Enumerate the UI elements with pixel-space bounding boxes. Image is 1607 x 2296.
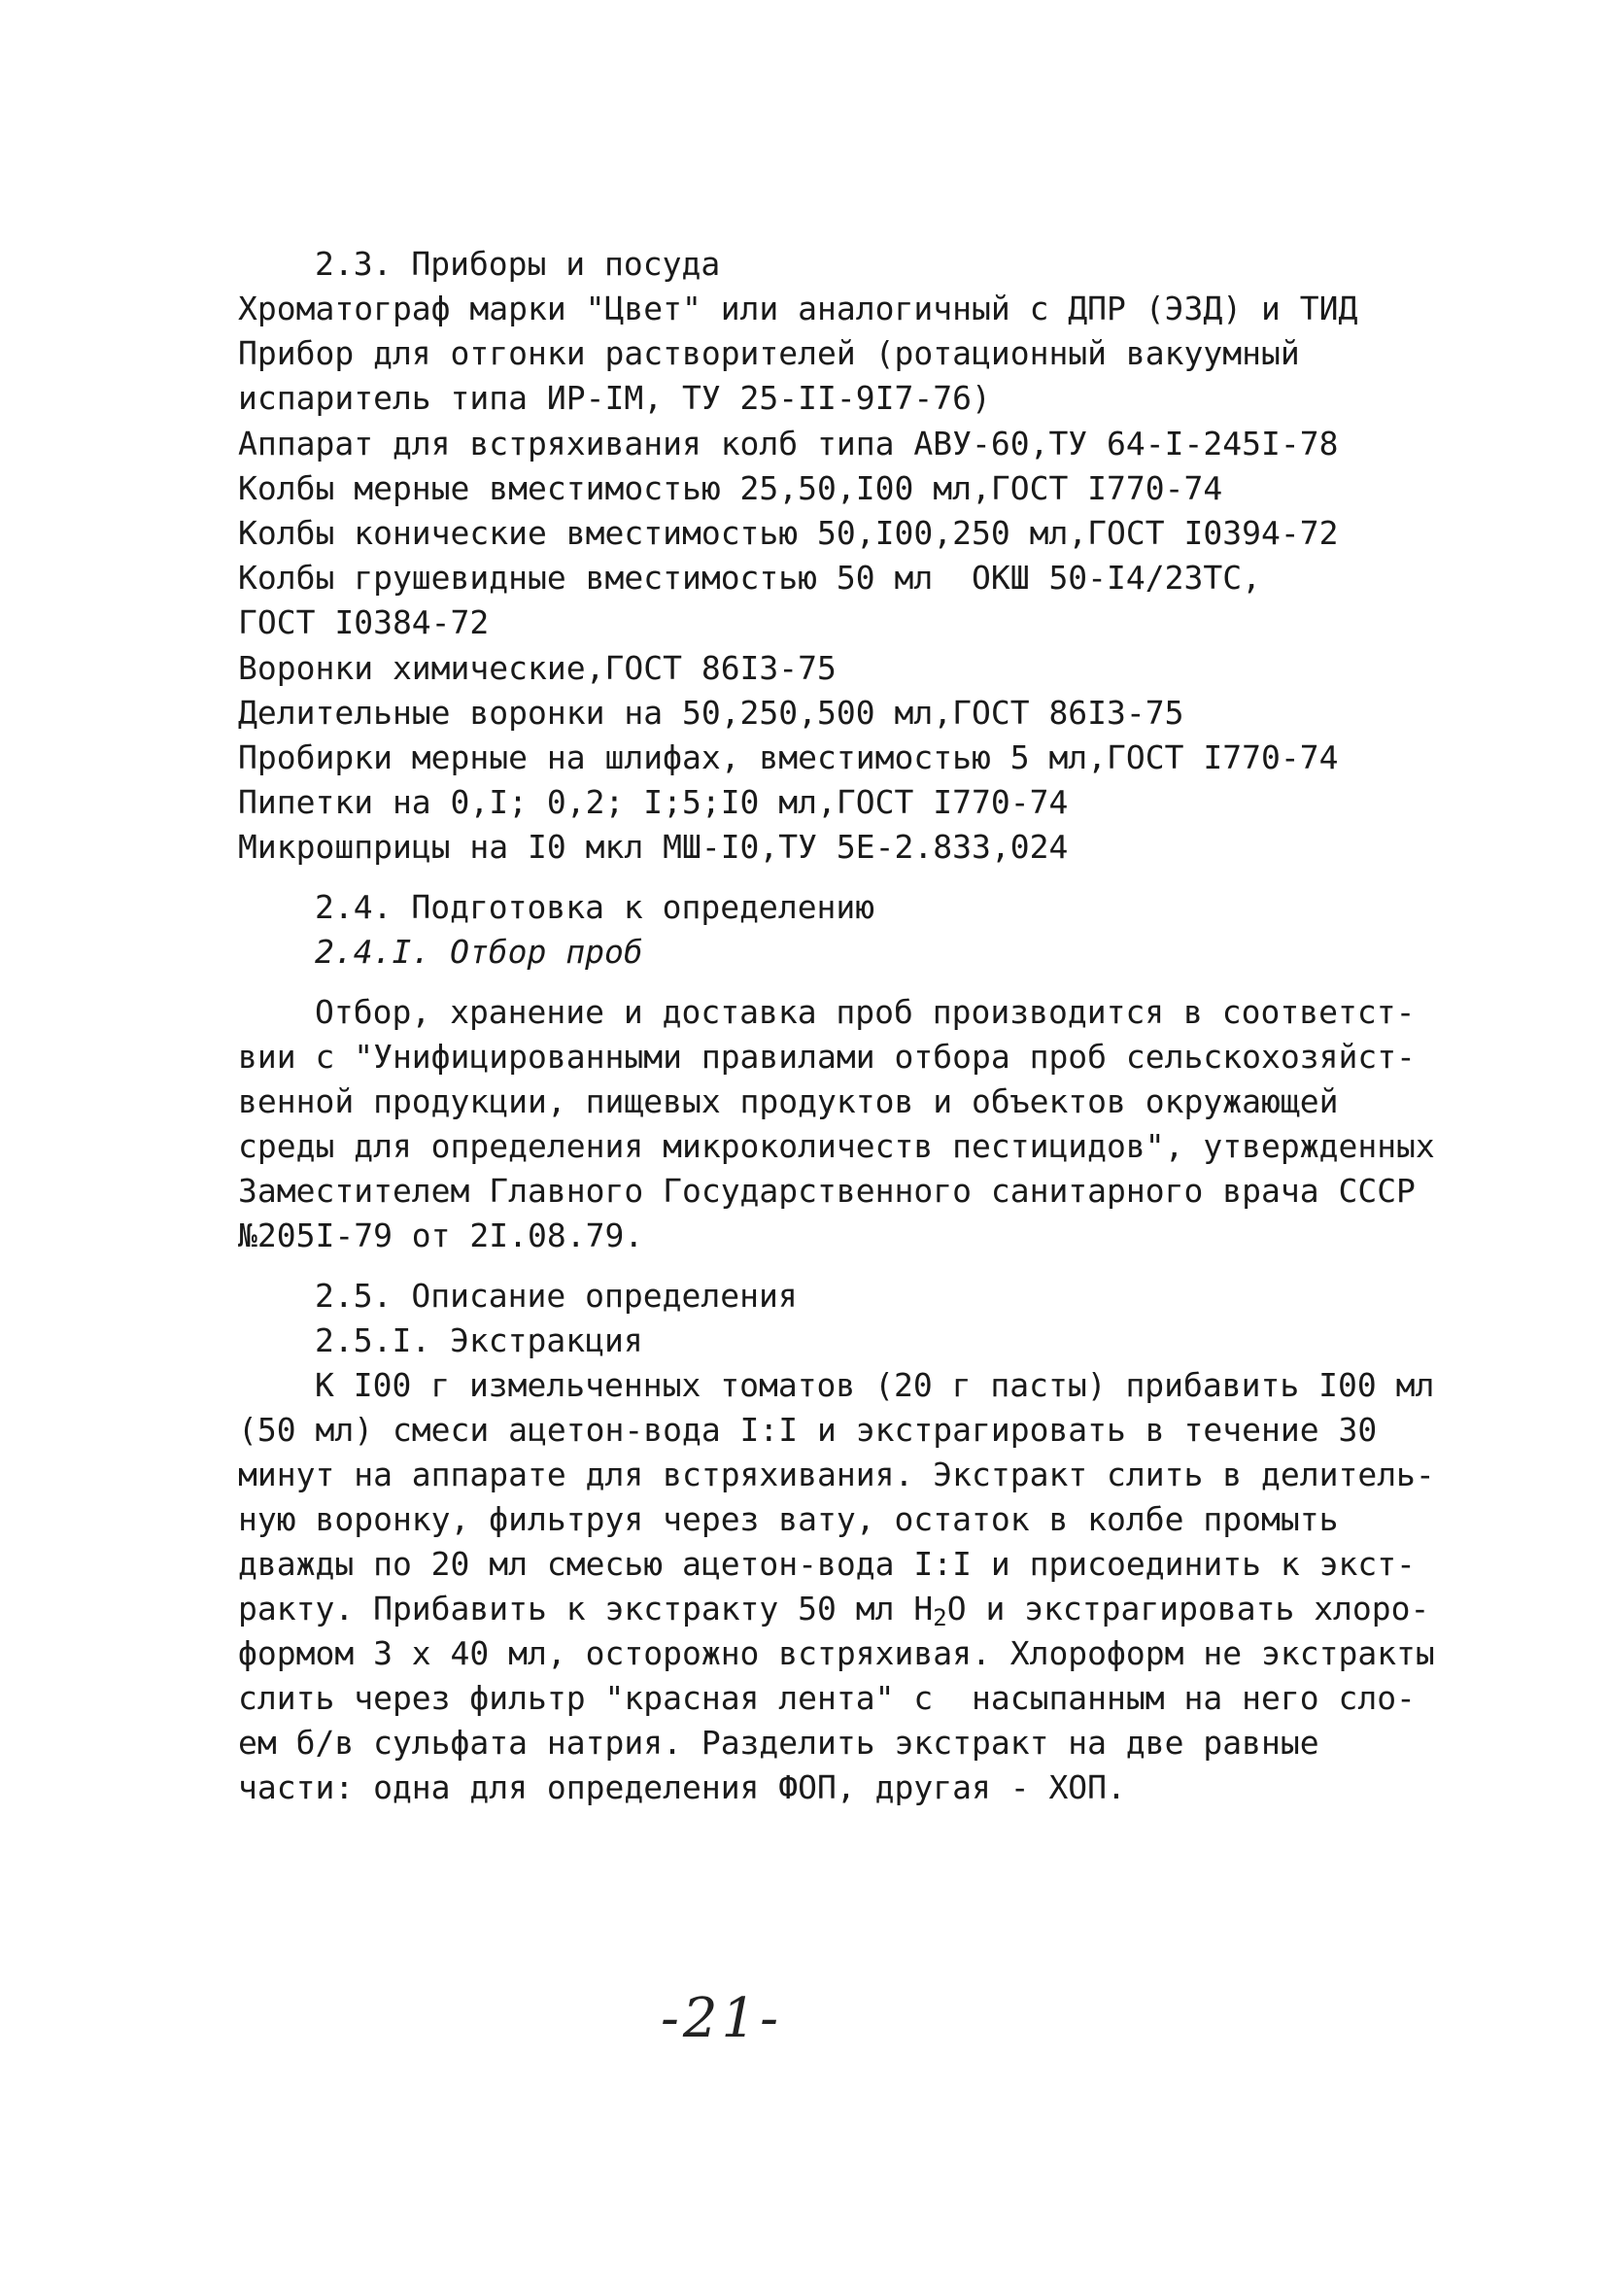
equipment-line: Пипетки на 0,I; 0,2; I;5;I0 мл,ГОСТ I770-74 — [238, 783, 1069, 821]
section-2-5-1-heading: 2.5.I. Экстракция — [315, 1321, 643, 1359]
equipment-line: Пробирки мерные на шлифах, вместимостью 5 мл,ГОСТ I770-74 — [238, 738, 1339, 776]
paragraph-line: №205I-79 от 2I.08.79. — [238, 1217, 644, 1254]
paragraph-line: ем б/в сульфата натрия. Разделить экстракт на две равные — [238, 1724, 1319, 1762]
paragraph-line: К I00 г измельченных томатов (20 г пасты) прибавить I00 мл — [315, 1366, 1435, 1404]
paragraph-line: слить через фильтр "красная лента" с насыпанным на него сло- — [238, 1679, 1416, 1717]
paragraph-line: среды для определения микроколичеств пестицидов", утвержденных — [238, 1127, 1435, 1165]
equipment-line: Прибор для отгонки растворителей (ротационный вакуумный — [238, 334, 1300, 372]
paragraph-line: вии с "Унифицированными правилами отбора проб сельскохозяйст- — [238, 1038, 1416, 1076]
paragraph-line: Заместителем Главного Государственного санитарного врача СССР — [238, 1172, 1416, 1210]
subscript: 2 — [933, 1604, 947, 1631]
equipment-line: Хроматограф марки "Цвет" или аналогичный с ДПР (ЭЗД) и ТИД — [238, 290, 1358, 327]
paragraph-line: части: одна для определения ФОП, другая - ХОП. — [238, 1768, 1126, 1806]
section-2-4-1-heading: 2.4.I. Отбор проб — [315, 933, 643, 971]
paragraph-line: Отбор, хранение и доставка проб производится в соответст- — [315, 993, 1416, 1031]
equipment-line: испаритель типа ИР-IМ, ТУ 25-II-9I7-76) — [238, 379, 991, 417]
section-2-4-heading: 2.4. Подготовка к определению — [315, 888, 875, 926]
paragraph-line: (50 мл) смеси ацетон-вода I:I и экстрагировать в течение 30 — [238, 1411, 1378, 1449]
paragraph-line: венной продукции, пищевых продуктов и объектов окружающей — [238, 1082, 1339, 1120]
page-number: -21- — [661, 1987, 783, 2050]
equipment-line: ГОСТ I0384-72 — [238, 603, 490, 641]
equipment-line: Делительные воронки на 50,250,500 мл,ГОСТ 86I3-75 — [238, 694, 1184, 732]
line-text: ракту. Прибавить к экстракту 50 мл H — [238, 1590, 934, 1628]
equipment-line: Микрошприцы на I0 мкл МШ-I0,ТУ 5Е-2.833,024 — [238, 828, 1069, 866]
paragraph-line: дважды по 20 мл смесью ацетон-вода I:I и присоединить к экст- — [238, 1545, 1416, 1583]
section-2-3-heading: 2.3. Приборы и посуда — [315, 245, 721, 283]
equipment-line: Колбы грушевидные вместимостью 50 мл ОКШ 50-I4/23ТС, — [238, 559, 1261, 597]
section-2-5-heading: 2.5. Описание определения — [315, 1277, 798, 1315]
equipment-line: Аппарат для встряхивания колб типа АВУ-60,ТУ 64-I-245I-78 — [238, 425, 1339, 463]
line-text: O и экстрагировать хлоро- — [946, 1590, 1430, 1628]
paragraph-line: ную воронку, фильтруя через вату, остаток в колбе промыть — [238, 1500, 1339, 1538]
paragraph-line: формом 3 x 40 мл, осторожно встряхивая. Хлороформ не экстракты — [238, 1634, 1435, 1672]
paragraph-line: минут на аппарате для встряхивания. Экстракт слить в делитель- — [238, 1456, 1435, 1493]
paragraph-line-h2o — [238, 1590, 1429, 1637]
equipment-line: Колбы мерные вместимостью 25,50,I00 мл,ГОСТ I770-74 — [238, 469, 1223, 507]
equipment-line: Колбы конические вместимостью 50,I00,250 мл,ГОСТ I0394-72 — [238, 514, 1339, 552]
equipment-line: Воронки химические,ГОСТ 86I3-75 — [238, 649, 837, 687]
